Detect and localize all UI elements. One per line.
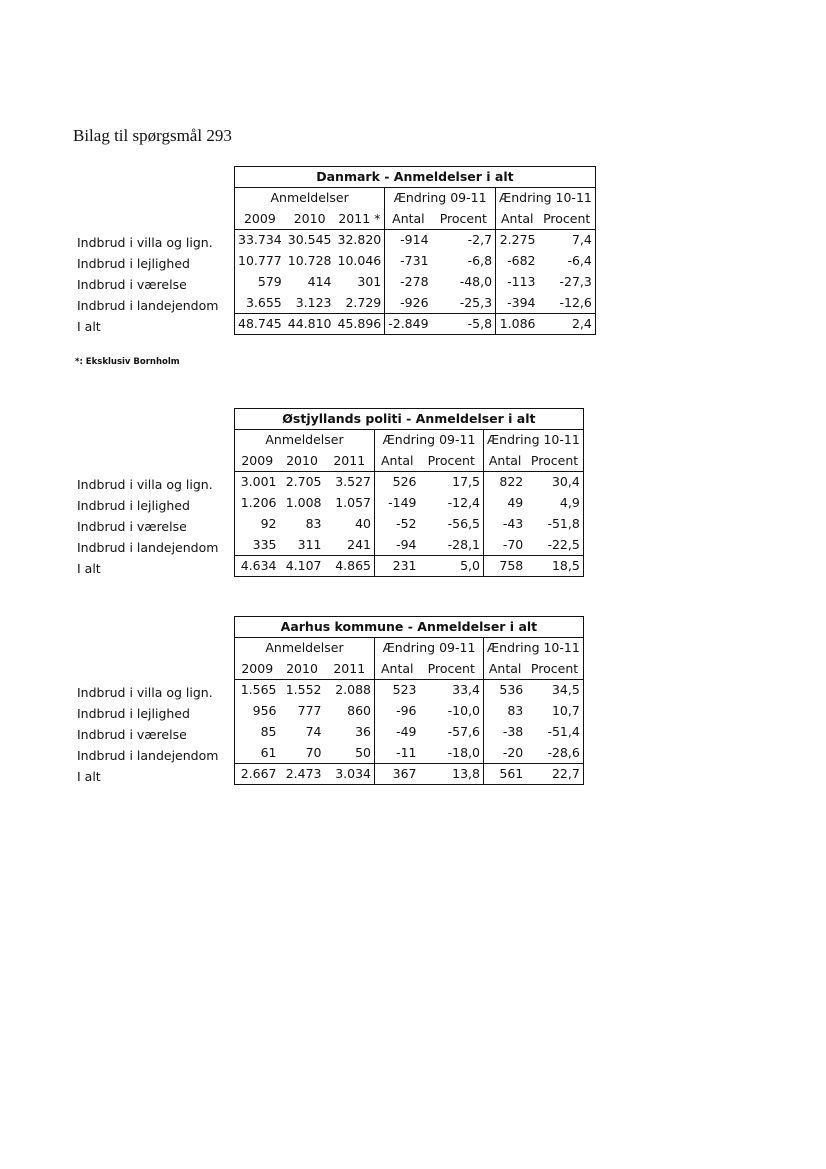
table-cell: 1.565 [235, 680, 280, 701]
table-title: Aarhus kommune - Anmeldelser i alt [235, 617, 584, 638]
group-header: Ændring 10-11 [484, 430, 584, 451]
sub-header: Procent [526, 451, 583, 472]
table-row [235, 535, 584, 556]
table-cell: -56,5 [420, 514, 484, 535]
table-cell: 3.001 [235, 472, 280, 493]
table-cell: 32.820 [335, 230, 385, 251]
table-cell: -51,4 [526, 722, 583, 743]
table-cell: 3.655 [235, 293, 285, 314]
sub-header: 2010 [285, 209, 335, 230]
table-cell: 30.545 [287, 232, 332, 248]
group-header: Anmeldelser [235, 638, 375, 659]
table-cell: 18,5 [526, 556, 583, 577]
sub-header: 2009 [235, 451, 280, 472]
table-cell: 83 [305, 516, 322, 531]
table-cell: 33.734 [235, 230, 285, 251]
table-cell: 1.552 [285, 682, 322, 698]
table-cell: 4.865 [325, 556, 375, 577]
sub-header: Procent [526, 659, 583, 680]
table-cell: -51,8 [526, 514, 583, 535]
group-header: Anmeldelser [235, 188, 385, 209]
group-header: Ændring 09-11 [375, 430, 484, 451]
table-oestjyllands-politi [234, 408, 584, 577]
table-total-row [235, 764, 584, 785]
table-row [235, 701, 584, 722]
table-cell: -12,6 [538, 293, 595, 314]
table-cell: 44.810 [285, 314, 335, 335]
row-label: Indbrud i landejendom [77, 540, 219, 555]
row-label: Indbrud i lejlighed [77, 256, 190, 271]
table-row [235, 472, 584, 493]
table-cell: 860 [325, 701, 375, 722]
sub-header: Antal [484, 659, 527, 680]
table-cell: 22,7 [526, 764, 583, 785]
table-cell: -11 [396, 744, 417, 760]
table-cell: 526 [392, 474, 417, 490]
table-cell: -96 [396, 703, 417, 718]
table-cell: 49 [507, 495, 524, 510]
row-label: Indbrud i landejendom [77, 298, 219, 313]
table-cell: -278 [400, 274, 429, 289]
row-labels-danmark [77, 232, 218, 337]
footnote: *: Eksklusiv Bornholm [75, 357, 180, 367]
table-cell: 1.057 [325, 493, 375, 514]
table-cell: 758 [484, 556, 527, 577]
row-label: Indbrud i værelse [77, 277, 187, 292]
row-label: I alt [77, 319, 101, 334]
table-cell: -926 [400, 294, 429, 310]
table-row [235, 514, 584, 535]
sub-header: Antal [484, 451, 527, 472]
row-labels-aarhus [77, 682, 218, 787]
table-cell: 777 [297, 703, 322, 718]
table-cell: 579 [235, 272, 285, 293]
table-cell: -57,6 [420, 722, 484, 743]
row-label: Indbrud i villa og lign. [77, 685, 213, 700]
table-row [235, 743, 584, 764]
table-cell: 10.777 [235, 251, 285, 272]
table-row [235, 680, 584, 701]
table-cell: 7,4 [538, 230, 595, 251]
table-cell: 1.008 [285, 495, 322, 510]
table-cell: 956 [235, 701, 280, 722]
row-label: Indbrud i villa og lign. [77, 235, 213, 250]
table-total-row [235, 556, 584, 577]
sub-header: Procent [420, 659, 484, 680]
table-cell: 10,7 [526, 701, 583, 722]
table-cell: -10,0 [420, 701, 484, 722]
table-cell: -113 [507, 274, 536, 289]
table-cell: -394 [507, 294, 536, 310]
group-header: Ændring 10-11 [496, 188, 596, 209]
table-cell: 4.107 [280, 556, 325, 577]
table-cell: 231 [375, 556, 420, 577]
table-cell: 45.896 [335, 314, 385, 335]
table-cell: 311 [297, 536, 322, 552]
table-cell: 17,5 [420, 472, 484, 493]
table-cell: 822 [499, 474, 524, 490]
group-header: Ændring 09-11 [385, 188, 496, 209]
table-cell: -914 [400, 232, 429, 248]
table-cell: 13,8 [420, 764, 484, 785]
sub-header: 2010 [280, 451, 325, 472]
table-cell: 36 [325, 722, 375, 743]
sub-header: Antal [375, 659, 420, 680]
table-cell: 335 [235, 535, 280, 556]
sub-header: Procent [432, 209, 496, 230]
table-cell: 33,4 [420, 680, 484, 701]
table-cell: 3.527 [325, 472, 375, 493]
table-cell: 10.046 [335, 251, 385, 272]
table-cell: -49 [396, 724, 417, 739]
table-cell: 2.667 [235, 764, 280, 785]
table-cell: -731 [400, 253, 429, 268]
table-cell: -6,4 [538, 251, 595, 272]
row-label: Indbrud i værelse [77, 519, 187, 534]
table-cell: 2.275 [499, 232, 536, 248]
sub-header: 2011 * [335, 209, 385, 230]
page-title: Bilag til spørgsmål 293 [73, 126, 232, 145]
table-cell: 1.206 [235, 493, 280, 514]
group-header: Anmeldelser [235, 430, 375, 451]
sub-header: Antal [385, 209, 432, 230]
table-aarhus-kommune [234, 616, 584, 785]
table-row [235, 272, 596, 293]
table-cell: 301 [335, 272, 385, 293]
sub-header: 2009 [235, 659, 280, 680]
table-cell: -22,5 [526, 535, 583, 556]
table-cell: -20 [502, 744, 524, 760]
table-cell: 3.034 [325, 764, 375, 785]
table-cell: 2.705 [285, 474, 322, 490]
table-row [235, 493, 584, 514]
row-label: Indbrud i villa og lign. [77, 477, 213, 492]
table-cell: 30,4 [526, 472, 583, 493]
table-cell: 536 [499, 682, 524, 698]
sub-header: 2011 [325, 659, 375, 680]
table-row [235, 251, 596, 272]
table-total-row [235, 314, 596, 335]
table-row [235, 722, 584, 743]
row-label: Indbrud i landejendom [77, 748, 219, 763]
row-label: I alt [77, 769, 101, 784]
table-danmark [234, 166, 596, 335]
table-cell: 561 [484, 764, 527, 785]
table-cell: 83 [507, 703, 524, 718]
table-cell: 74 [305, 724, 322, 739]
sub-header: Antal [375, 451, 420, 472]
table-cell: -5,8 [432, 314, 496, 335]
table-cell: -25,3 [432, 293, 496, 314]
table-cell: 5,0 [420, 556, 484, 577]
table-cell: 70 [305, 744, 322, 760]
group-header: Ændring 10-11 [484, 638, 584, 659]
table-cell: 414 [307, 274, 332, 289]
table-cell: -94 [396, 536, 417, 552]
table-cell: 34,5 [526, 680, 583, 701]
sub-header: Procent [538, 209, 595, 230]
table-cell: -27,3 [538, 272, 595, 293]
table-cell: 241 [325, 535, 375, 556]
table-cell: -6,8 [432, 251, 496, 272]
table-cell: -43 [502, 516, 524, 531]
table-cell: -52 [396, 516, 417, 531]
table-title: Østjyllands politi - Anmeldelser i alt [235, 409, 584, 430]
row-label: I alt [77, 561, 101, 576]
sub-header: 2009 [235, 209, 285, 230]
table-cell: -18,0 [420, 743, 484, 764]
table-cell: 48.745 [235, 314, 285, 335]
group-header: Ændring 09-11 [375, 638, 484, 659]
table-cell: 367 [375, 764, 420, 785]
table-cell: -2,7 [432, 230, 496, 251]
table-title: Danmark - Anmeldelser i alt [235, 167, 596, 188]
table-cell: 85 [235, 722, 280, 743]
table-cell: 523 [392, 682, 417, 698]
table-cell: -70 [502, 536, 524, 552]
table-cell: 92 [235, 514, 280, 535]
row-label: Indbrud i lejlighed [77, 706, 190, 721]
table-cell: 10.728 [287, 253, 332, 268]
row-label: Indbrud i lejlighed [77, 498, 190, 513]
table-cell: -149 [388, 495, 417, 510]
table-cell: 2.729 [335, 293, 385, 314]
table-cell: -28,6 [526, 743, 583, 764]
table-cell: 4.634 [235, 556, 280, 577]
table-cell: 61 [235, 743, 280, 764]
sub-header: 2011 [325, 451, 375, 472]
table-cell: -28,1 [420, 535, 484, 556]
table-cell: 40 [325, 514, 375, 535]
table-cell: 4,9 [526, 493, 583, 514]
table-cell: 3.123 [295, 294, 332, 310]
table-cell: 50 [325, 743, 375, 764]
table-cell: -2.849 [385, 314, 432, 335]
table-cell: 2,4 [538, 314, 595, 335]
table-cell: -48,0 [432, 272, 496, 293]
table-row [235, 230, 596, 251]
table-cell: 2.088 [325, 680, 375, 701]
table-cell: -682 [507, 253, 536, 268]
table-cell: 2.473 [280, 764, 325, 785]
sub-header: 2010 [280, 659, 325, 680]
table-cell: -12,4 [420, 493, 484, 514]
table-row [235, 293, 596, 314]
table-cell: 1.086 [496, 314, 539, 335]
sub-header: Procent [420, 451, 484, 472]
row-label: Indbrud i værelse [77, 727, 187, 742]
row-labels-oestjylland [77, 474, 218, 579]
table-cell: -38 [502, 724, 524, 739]
sub-header: Antal [496, 209, 539, 230]
